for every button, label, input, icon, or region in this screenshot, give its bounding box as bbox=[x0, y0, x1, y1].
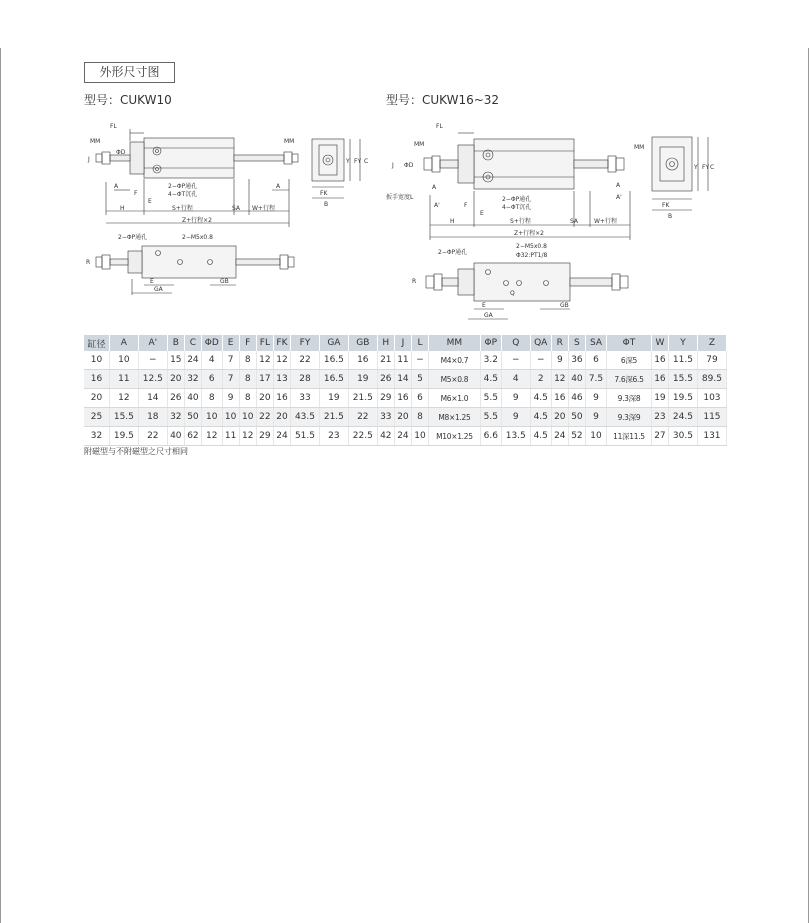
table-row bbox=[84, 389, 727, 408]
dim-fy-r: FY bbox=[702, 164, 710, 171]
table-cell: 20 bbox=[273, 408, 290, 427]
dim-e: E bbox=[148, 198, 152, 205]
column-header: R bbox=[551, 335, 568, 351]
table-cell: 10 bbox=[585, 427, 606, 446]
table-cell: 29 bbox=[377, 389, 394, 408]
dim-j: J bbox=[88, 156, 90, 163]
column-header: FL bbox=[256, 335, 273, 351]
table-cell: 15.5 bbox=[668, 370, 697, 389]
dim-mm: MM bbox=[90, 138, 101, 145]
table-cell: 16 bbox=[348, 351, 377, 370]
table-cell: 40 bbox=[167, 427, 184, 446]
table-cell: 22 bbox=[256, 408, 273, 427]
table-cell: 10 bbox=[222, 408, 239, 427]
table-cell: 3.2 bbox=[480, 351, 501, 370]
table-cell: 4.5 bbox=[530, 427, 551, 446]
table-cell: 18 bbox=[138, 408, 167, 427]
table-cell: 9.3深9 bbox=[607, 408, 652, 427]
table-cell: 103 bbox=[697, 389, 726, 408]
table-cell: 26 bbox=[377, 370, 394, 389]
table-cell: 2 bbox=[530, 370, 551, 389]
table-cell: 30.5 bbox=[668, 427, 697, 446]
table-cell: 17 bbox=[256, 370, 273, 389]
dim-c-r: C bbox=[710, 164, 714, 171]
drawing-cukw16-32 bbox=[384, 115, 714, 330]
table-cell: 9 bbox=[585, 389, 606, 408]
dim-a: A bbox=[114, 183, 119, 190]
table-cell: 10 bbox=[201, 408, 222, 427]
dim-fl: FL bbox=[110, 123, 117, 130]
column-header: A bbox=[109, 335, 138, 351]
table-cell: 16.5 bbox=[319, 370, 348, 389]
table-cell: 6 bbox=[201, 370, 222, 389]
table-cell: 32 bbox=[84, 427, 109, 446]
dim-a-prime-r2: A' bbox=[616, 194, 622, 201]
column-header: E bbox=[222, 335, 239, 351]
table-cell: 12 bbox=[256, 351, 273, 370]
table-cell: − bbox=[501, 351, 530, 370]
table-cell: 40 bbox=[184, 389, 201, 408]
table-cell: − bbox=[530, 351, 551, 370]
table-cell: 79 bbox=[697, 351, 726, 370]
dim-c: C bbox=[364, 158, 369, 165]
table-cell: 32 bbox=[184, 370, 201, 389]
column-header: L bbox=[411, 335, 428, 351]
dim-ga: GA bbox=[154, 286, 163, 293]
dim-sa: SA bbox=[232, 205, 241, 212]
table-cell: 19 bbox=[319, 389, 348, 408]
section-title: 外形尺寸图 bbox=[84, 62, 175, 83]
label-holes-t: 4−ΦT沉孔 bbox=[168, 191, 198, 198]
table-cell: 21 bbox=[377, 351, 394, 370]
dim-y: Y bbox=[346, 158, 350, 165]
table-header-row bbox=[84, 335, 727, 351]
table-cell: 19 bbox=[348, 370, 377, 389]
dim-mm-r2: MM bbox=[634, 144, 645, 151]
dim-h: H bbox=[120, 205, 125, 212]
table-cell: 4 bbox=[501, 370, 530, 389]
table-cell: 13 bbox=[273, 370, 290, 389]
table-cell: 10 bbox=[411, 427, 428, 446]
table-cell: 16 bbox=[84, 370, 109, 389]
dim-s-stroke-r: S+行程 bbox=[510, 218, 531, 225]
column-header: SA bbox=[585, 335, 606, 351]
table-cell: 52 bbox=[568, 427, 585, 446]
table-note: 附磁型与不附磁型之尺寸相同 bbox=[84, 447, 188, 456]
dim-sa-r: SA bbox=[570, 218, 579, 225]
dim-z-stroke-r: Z+行程×2 bbox=[514, 230, 544, 237]
table-cell: 23 bbox=[651, 408, 668, 427]
table-cell: 11 bbox=[222, 427, 239, 446]
table-cell: 8 bbox=[239, 370, 256, 389]
table-cell: 62 bbox=[184, 427, 201, 446]
column-header: ΦT bbox=[607, 335, 652, 351]
table-cell: 9 bbox=[551, 351, 568, 370]
table-cell: 89.5 bbox=[697, 370, 726, 389]
table-cell: 12 bbox=[201, 427, 222, 446]
table-cell: 20 bbox=[167, 370, 184, 389]
table-cell: M8×1.25 bbox=[429, 408, 481, 427]
drawing-cukw10 bbox=[84, 115, 384, 305]
table-cell: 12 bbox=[273, 351, 290, 370]
dim-b: B bbox=[324, 201, 329, 208]
table-row bbox=[84, 427, 727, 446]
table-cell: − bbox=[138, 351, 167, 370]
table-cell: 46 bbox=[568, 389, 585, 408]
table-cell: M4×0.7 bbox=[429, 351, 481, 370]
table-cell: 16 bbox=[273, 389, 290, 408]
spec-table bbox=[84, 335, 727, 446]
table-cell: 4.5 bbox=[530, 408, 551, 427]
table-cell: 8 bbox=[239, 389, 256, 408]
column-header: C bbox=[184, 335, 201, 351]
table-cell: 24 bbox=[551, 427, 568, 446]
dim-y-r: Y bbox=[694, 164, 698, 171]
table-cell: 19.5 bbox=[668, 389, 697, 408]
table-cell: 20 bbox=[256, 389, 273, 408]
model-label-cukw10: 型号：CUKW10 bbox=[84, 93, 172, 107]
dim-a-prime-r: A' bbox=[434, 202, 440, 209]
table-row bbox=[84, 351, 727, 370]
label-m5-r: 2−M5x0.8 bbox=[516, 243, 547, 250]
dim-f-r: F bbox=[464, 202, 468, 209]
table-cell: 5.5 bbox=[480, 408, 501, 427]
table-cell: 14 bbox=[138, 389, 167, 408]
table-cell: 28 bbox=[291, 370, 320, 389]
table-cell: 22.5 bbox=[348, 427, 377, 446]
dim-r: R bbox=[86, 259, 91, 266]
table-cell: 6深5 bbox=[607, 351, 652, 370]
dim-gb-r: GB bbox=[560, 302, 569, 309]
column-header: H bbox=[377, 335, 394, 351]
column-header: MM bbox=[429, 335, 481, 351]
table-row bbox=[84, 370, 727, 389]
table-cell: 42 bbox=[377, 427, 394, 446]
dim-h-r: H bbox=[450, 218, 455, 225]
dim-e-r: E bbox=[480, 210, 484, 217]
table-cell: 8 bbox=[239, 351, 256, 370]
table-cell: 15.5 bbox=[109, 408, 138, 427]
table-cell: 9 bbox=[501, 389, 530, 408]
dim-fl-r: FL bbox=[436, 123, 443, 130]
table-cell: 20 bbox=[394, 408, 411, 427]
column-header: F bbox=[239, 335, 256, 351]
table-cell: 12.5 bbox=[138, 370, 167, 389]
column-header: W bbox=[651, 335, 668, 351]
dim-j-r: J bbox=[392, 162, 394, 169]
table-cell: 25 bbox=[84, 408, 109, 427]
table-cell: M5×0.8 bbox=[429, 370, 481, 389]
dim-gb: GB bbox=[220, 278, 229, 285]
table-cell: 10 bbox=[109, 351, 138, 370]
cylinder-body bbox=[144, 138, 234, 178]
dim-phid-r: ΦD bbox=[404, 162, 414, 169]
table-cell: 11.5 bbox=[668, 351, 697, 370]
dim-f: F bbox=[134, 190, 138, 197]
table-cell: 12 bbox=[239, 427, 256, 446]
dim-w-stroke: W+行程 bbox=[252, 205, 275, 212]
label-m5: 2−M5x0.8 bbox=[182, 234, 213, 241]
column-header: FY bbox=[291, 335, 320, 351]
table-cell: 21.5 bbox=[319, 408, 348, 427]
column-header: ΦD bbox=[201, 335, 222, 351]
table-row bbox=[84, 408, 727, 427]
column-header: Y bbox=[668, 335, 697, 351]
table-cell: 15 bbox=[167, 351, 184, 370]
table-cell: 22 bbox=[291, 351, 320, 370]
table-cell: 115 bbox=[697, 408, 726, 427]
table-cell: 26 bbox=[167, 389, 184, 408]
table-cell: 27 bbox=[651, 427, 668, 446]
table-cell: 4.5 bbox=[480, 370, 501, 389]
label-holes-p-r: 2−ΦP通孔 bbox=[502, 196, 532, 203]
dim-r-r: R bbox=[412, 278, 417, 285]
column-header: GA bbox=[319, 335, 348, 351]
table-cell: 8 bbox=[201, 389, 222, 408]
column-header: Q bbox=[501, 335, 530, 351]
table-cell: 40 bbox=[568, 370, 585, 389]
table-cell: M10×1.25 bbox=[429, 427, 481, 446]
dim-ga-r: GA bbox=[484, 312, 493, 319]
table-cell: 16.5 bbox=[319, 351, 348, 370]
dim-q-r: Q bbox=[510, 290, 515, 297]
label-holes-p: 2−ΦP通孔 bbox=[168, 183, 198, 190]
dim-fy: FY bbox=[354, 158, 362, 165]
table-cell: 33 bbox=[377, 408, 394, 427]
table-cell: 7.6深6.5 bbox=[607, 370, 652, 389]
table-cell: 11 bbox=[109, 370, 138, 389]
table-cell: 16 bbox=[551, 389, 568, 408]
table-cell: 24 bbox=[273, 427, 290, 446]
table-cell: 51.5 bbox=[291, 427, 320, 446]
table-cell: 23 bbox=[319, 427, 348, 446]
dim-mm-right: MM bbox=[284, 138, 295, 145]
dim-z-stroke: Z+行程×2 bbox=[182, 217, 212, 224]
table-cell: 13.5 bbox=[501, 427, 530, 446]
column-header: B bbox=[167, 335, 184, 351]
table-cell: 11 bbox=[394, 351, 411, 370]
dim-s-stroke: S+行程 bbox=[172, 205, 193, 212]
table-cell: 32 bbox=[167, 408, 184, 427]
table-cell: 4.5 bbox=[530, 389, 551, 408]
column-header: Z bbox=[697, 335, 726, 351]
table-cell: 22 bbox=[138, 427, 167, 446]
label-pt-r: Φ32:PT1/8 bbox=[516, 252, 548, 259]
table-cell: 12 bbox=[551, 370, 568, 389]
table-cell: 8 bbox=[411, 408, 428, 427]
table-cell: 6 bbox=[411, 389, 428, 408]
table-cell: 9 bbox=[585, 408, 606, 427]
table-cell: − bbox=[411, 351, 428, 370]
model-label-cukw16-32: 型号：CUKW16~32 bbox=[386, 93, 500, 107]
dim-e-top: E bbox=[150, 278, 154, 285]
dim-a-r2: A bbox=[616, 182, 621, 189]
dim-a-right: A bbox=[276, 183, 281, 190]
table-cell: 6 bbox=[585, 351, 606, 370]
table-cell: 7 bbox=[222, 370, 239, 389]
label-wrench: 扳手宽度L bbox=[386, 194, 414, 201]
table-cell: 33 bbox=[291, 389, 320, 408]
dim-fk: FK bbox=[320, 190, 328, 197]
table-cell: 11深11.5 bbox=[607, 427, 652, 446]
dim-w-stroke-r: W+行程 bbox=[594, 218, 617, 225]
dim-b-r: B bbox=[668, 213, 673, 220]
table-cell: 12 bbox=[109, 389, 138, 408]
dim-phid: ΦD bbox=[116, 149, 126, 156]
table-cell: 50 bbox=[568, 408, 585, 427]
table-cell: 43.5 bbox=[291, 408, 320, 427]
table-cell: 7 bbox=[222, 351, 239, 370]
column-header: S bbox=[568, 335, 585, 351]
label-holes-p-top: 2−ΦP通孔 bbox=[118, 234, 148, 241]
table-cell: 36 bbox=[568, 351, 585, 370]
table-cell: 10 bbox=[239, 408, 256, 427]
table-cell: 24 bbox=[394, 427, 411, 446]
table-cell: 4 bbox=[201, 351, 222, 370]
dim-e-top-r: E bbox=[482, 302, 486, 309]
dim-mm-r: MM bbox=[414, 141, 425, 148]
table-cell: 9.3深8 bbox=[607, 389, 652, 408]
table-cell: 19 bbox=[651, 389, 668, 408]
table-cell: 19.5 bbox=[109, 427, 138, 446]
column-header: J bbox=[394, 335, 411, 351]
column-header: A' bbox=[138, 335, 167, 351]
column-header: QA bbox=[530, 335, 551, 351]
table-cell: 9 bbox=[501, 408, 530, 427]
column-header: ΦP bbox=[480, 335, 501, 351]
table-cell: 5.5 bbox=[480, 389, 501, 408]
label-holes-p-top-r: 2−ΦP通孔 bbox=[438, 249, 468, 256]
table-cell: 6.6 bbox=[480, 427, 501, 446]
table-cell: M6×1.0 bbox=[429, 389, 481, 408]
label-holes-t-r: 4−ΦT沉孔 bbox=[502, 204, 532, 211]
table-cell: 50 bbox=[184, 408, 201, 427]
table-cell: 24 bbox=[184, 351, 201, 370]
table-cell: 29 bbox=[256, 427, 273, 446]
table-cell: 9 bbox=[222, 389, 239, 408]
table-cell: 14 bbox=[394, 370, 411, 389]
dim-a-r: A bbox=[432, 184, 437, 191]
dim-fk-r: FK bbox=[662, 202, 670, 209]
table-cell: 131 bbox=[697, 427, 726, 446]
table-cell: 16 bbox=[394, 389, 411, 408]
table-cell: 10 bbox=[84, 351, 109, 370]
table-cell: 20 bbox=[84, 389, 109, 408]
table-cell: 16 bbox=[651, 351, 668, 370]
table-cell: 7.5 bbox=[585, 370, 606, 389]
table-cell: 21.5 bbox=[348, 389, 377, 408]
table-cell: 24.5 bbox=[668, 408, 697, 427]
column-header: GB bbox=[348, 335, 377, 351]
column-header: 缸径 bbox=[84, 335, 109, 351]
table-cell: 22 bbox=[348, 408, 377, 427]
table-cell: 5 bbox=[411, 370, 428, 389]
table-cell: 20 bbox=[551, 408, 568, 427]
table-cell: 16 bbox=[651, 370, 668, 389]
column-header: FK bbox=[273, 335, 290, 351]
